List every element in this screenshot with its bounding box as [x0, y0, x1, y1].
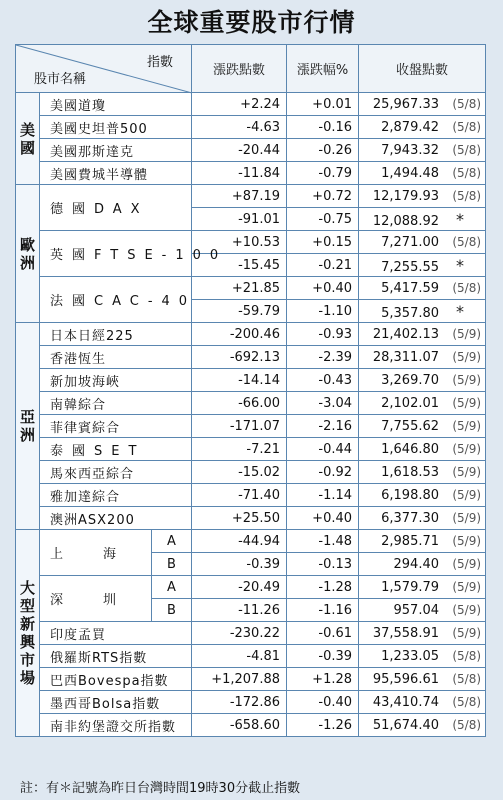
pct-value: +0.72 — [287, 185, 359, 208]
page-title: 全球重要股市行情 — [147, 8, 356, 37]
region-asia: 亞 洲 — [16, 323, 40, 530]
index-name: 美國道瓊 — [40, 93, 192, 116]
change-value: +10.53 — [192, 231, 287, 254]
share-class: A — [152, 530, 192, 553]
table-row — [16, 231, 486, 254]
close-value: 51,674.40 — [372, 717, 440, 733]
close-value: 28,311.07 — [372, 349, 440, 365]
close-cell — [359, 323, 486, 346]
region-us: 美 國 — [16, 93, 40, 185]
date-label: (5/8) — [452, 717, 482, 732]
close-value: 5,417.59 — [381, 280, 440, 296]
region-em: 大 型 新 興 市 場 — [16, 530, 40, 737]
pct-value: +0.15 — [287, 231, 359, 254]
index-name: 墨西哥Bolsa指數 — [40, 691, 192, 714]
table-row — [16, 645, 486, 668]
table-row — [16, 162, 486, 185]
date-label: (5/9) — [452, 395, 482, 410]
asterisk-mark: * — [456, 255, 465, 275]
change-value: -14.14 — [192, 369, 287, 392]
date-label: (5/9) — [452, 625, 482, 640]
table-row — [16, 346, 486, 369]
pct-value: -1.10 — [287, 300, 359, 323]
date-label: (5/8) — [452, 188, 482, 203]
table-row — [16, 93, 486, 116]
index-name: 巴西Bovespa指數 — [40, 668, 192, 691]
header-close: 收盤點數 — [359, 45, 486, 93]
pct-value: -0.13 — [287, 553, 359, 576]
close-value: 3,269.70 — [381, 372, 440, 388]
close-value: 1,233.05 — [381, 648, 440, 664]
close-value: 5,357.80 — [381, 305, 440, 321]
index-name: 南韓綜合 — [40, 392, 192, 415]
change-value: +1,207.88 — [192, 668, 287, 691]
index-name: 上海 — [40, 530, 152, 576]
change-value: +87.19 — [192, 185, 287, 208]
date-label: (5/9) — [452, 533, 482, 548]
table-row — [16, 622, 486, 645]
pct-value: +0.01 — [287, 93, 359, 116]
close-cell — [359, 645, 486, 668]
index-name: 澳洲ASX200 — [40, 507, 192, 530]
close-cell — [359, 392, 486, 415]
date-label: (5/8) — [452, 694, 482, 709]
pct-value: -0.16 — [287, 116, 359, 139]
index-name: 南非約堡證交所指數 — [40, 714, 192, 737]
close-value: 6,198.80 — [381, 487, 440, 503]
share-class: B — [152, 553, 192, 576]
asterisk-mark: * — [456, 301, 465, 321]
close-cell — [359, 346, 486, 369]
change-value: -0.39 — [192, 553, 287, 576]
close-cell — [359, 415, 486, 438]
table-row — [16, 185, 486, 208]
table-row — [16, 461, 486, 484]
index-name: 馬來西亞綜合 — [40, 461, 192, 484]
index-name: 英國FTSE-100 — [40, 231, 192, 277]
date-label: (5/8) — [452, 165, 482, 180]
table-row — [16, 576, 486, 599]
change-value: -15.02 — [192, 461, 287, 484]
close-value: 7,943.32 — [381, 142, 440, 158]
index-name: 雅加達綜合 — [40, 484, 192, 507]
date-label: (5/9) — [452, 510, 482, 525]
date-label: (5/8) — [452, 648, 482, 663]
close-cell — [359, 208, 486, 231]
close-cell — [359, 93, 486, 116]
pct-value: -0.39 — [287, 645, 359, 668]
header-name-label: 股市名稱 — [34, 72, 87, 87]
close-cell — [359, 668, 486, 691]
close-cell — [359, 277, 486, 300]
date-label: (5/8) — [452, 142, 482, 157]
date-label: (5/8) — [452, 96, 482, 111]
pct-value: -0.40 — [287, 691, 359, 714]
change-value: -692.13 — [192, 346, 287, 369]
stock-table — [15, 44, 486, 737]
table-row — [16, 530, 486, 553]
table-row — [16, 484, 486, 507]
table-row — [16, 139, 486, 162]
header-pct: 漲跌幅% — [287, 45, 359, 93]
index-name: 法國CAC-40 — [40, 277, 192, 323]
date-label: (5/9) — [452, 487, 482, 502]
table-row — [16, 668, 486, 691]
date-label: (5/9) — [452, 349, 482, 364]
index-name: 美國史坦普500 — [40, 116, 192, 139]
pct-value: -2.39 — [287, 346, 359, 369]
change-value: -20.44 — [192, 139, 287, 162]
pct-value: -0.26 — [287, 139, 359, 162]
change-value: -230.22 — [192, 622, 287, 645]
index-name: 菲律賓綜合 — [40, 415, 192, 438]
table-row — [16, 438, 486, 461]
close-cell — [359, 576, 486, 599]
asterisk-mark: * — [456, 209, 465, 229]
date-label: (5/9) — [452, 418, 482, 433]
close-value: 2,879.42 — [381, 119, 440, 135]
date-label: (5/9) — [452, 579, 482, 594]
close-cell — [359, 139, 486, 162]
change-value: -11.84 — [192, 162, 287, 185]
header-corner — [16, 45, 192, 93]
pct-value: +0.40 — [287, 507, 359, 530]
close-cell — [359, 507, 486, 530]
close-cell — [359, 553, 486, 576]
change-value: +2.24 — [192, 93, 287, 116]
change-value: -172.86 — [192, 691, 287, 714]
close-cell — [359, 461, 486, 484]
table-row — [16, 277, 486, 300]
index-name: 美國費城半導體 — [40, 162, 192, 185]
index-name: 俄羅斯RTS指數 — [40, 645, 192, 668]
close-value: 37,558.91 — [372, 625, 440, 641]
close-value: 95,596.61 — [372, 671, 440, 687]
index-name: 美國那斯達克 — [40, 139, 192, 162]
close-value: 12,088.92 — [372, 213, 440, 229]
change-value: -59.79 — [192, 300, 287, 323]
date-label: (5/9) — [452, 602, 482, 617]
close-cell — [359, 231, 486, 254]
index-name: 新加坡海峽 — [40, 369, 192, 392]
close-value: 43,410.74 — [372, 694, 440, 710]
change-value: -7.21 — [192, 438, 287, 461]
close-cell — [359, 116, 486, 139]
header-index-label: 指數 — [147, 55, 174, 70]
index-name: 德國DAX — [40, 185, 192, 231]
change-value: -66.00 — [192, 392, 287, 415]
close-value: 294.40 — [393, 556, 440, 572]
pct-value: -1.16 — [287, 599, 359, 622]
date-label: (5/8) — [452, 119, 482, 134]
pct-value: -0.79 — [287, 162, 359, 185]
table-row — [16, 415, 486, 438]
index-name: 印度孟買 — [40, 622, 192, 645]
close-value: 1,494.48 — [381, 165, 440, 181]
change-value: -91.01 — [192, 208, 287, 231]
close-value: 12,179.93 — [372, 188, 440, 204]
pct-value: -0.61 — [287, 622, 359, 645]
table-header — [16, 45, 486, 93]
pct-value: -0.92 — [287, 461, 359, 484]
close-cell — [359, 530, 486, 553]
date-label: (5/9) — [452, 464, 482, 479]
change-value: -4.63 — [192, 116, 287, 139]
share-class: A — [152, 576, 192, 599]
close-cell — [359, 714, 486, 737]
change-value: +25.50 — [192, 507, 287, 530]
table-row — [16, 116, 486, 139]
date-label: (5/9) — [452, 372, 482, 387]
close-cell — [359, 254, 486, 277]
date-label: (5/9) — [452, 441, 482, 456]
change-value: -11.26 — [192, 599, 287, 622]
region-eu: 歐 洲 — [16, 185, 40, 323]
close-cell — [359, 369, 486, 392]
table-row — [16, 323, 486, 346]
close-cell — [359, 691, 486, 714]
change-value: -71.40 — [192, 484, 287, 507]
table-row — [16, 369, 486, 392]
pct-value: -0.43 — [287, 369, 359, 392]
index-name: 香港恆生 — [40, 346, 192, 369]
change-value: -658.60 — [192, 714, 287, 737]
index-name: 日本日經225 — [40, 323, 192, 346]
pct-value: -2.16 — [287, 415, 359, 438]
change-value: -44.94 — [192, 530, 287, 553]
close-value: 7,271.00 — [381, 234, 440, 250]
pct-value: -1.14 — [287, 484, 359, 507]
index-name: 泰國SET — [40, 438, 192, 461]
date-label: (5/8) — [452, 234, 482, 249]
close-cell — [359, 599, 486, 622]
footnote: 註：有＊記號為昨日台灣時間19時30分截止指數 — [20, 781, 301, 796]
share-class: B — [152, 599, 192, 622]
date-label: (5/8) — [452, 671, 482, 686]
close-value: 6,377.30 — [381, 510, 440, 526]
close-cell — [359, 622, 486, 645]
date-label: (5/8) — [452, 280, 482, 295]
pct-value: +0.40 — [287, 277, 359, 300]
header-change: 漲跌點數 — [192, 45, 287, 93]
pct-value: -0.75 — [287, 208, 359, 231]
close-value: 21,402.13 — [372, 326, 440, 342]
close-value: 1,618.53 — [381, 464, 440, 480]
close-cell — [359, 185, 486, 208]
close-value: 1,579.79 — [381, 579, 440, 595]
pct-value: -0.21 — [287, 254, 359, 277]
table-row — [16, 691, 486, 714]
table-row — [16, 507, 486, 530]
table-row — [16, 392, 486, 415]
close-value: 7,255.55 — [381, 259, 440, 275]
close-value: 2,985.71 — [381, 533, 440, 549]
table-row — [16, 714, 486, 737]
close-value: 957.04 — [393, 602, 440, 618]
pct-value: -0.44 — [287, 438, 359, 461]
date-label: (5/9) — [452, 326, 482, 341]
close-value: 2,102.01 — [381, 395, 440, 411]
pct-value: -3.04 — [287, 392, 359, 415]
date-label: (5/9) — [452, 556, 482, 571]
change-value: +21.85 — [192, 277, 287, 300]
close-value: 25,967.33 — [372, 96, 440, 112]
close-cell — [359, 300, 486, 323]
change-value: -4.81 — [192, 645, 287, 668]
change-value: -20.49 — [192, 576, 287, 599]
close-value: 7,755.62 — [381, 418, 440, 434]
change-value: -171.07 — [192, 415, 287, 438]
pct-value: -1.28 — [287, 576, 359, 599]
close-cell — [359, 162, 486, 185]
index-name: 深圳 — [40, 576, 152, 622]
pct-value: -1.26 — [287, 714, 359, 737]
close-cell — [359, 484, 486, 507]
pct-value: -0.93 — [287, 323, 359, 346]
change-value: -200.46 — [192, 323, 287, 346]
pct-value: +1.28 — [287, 668, 359, 691]
change-value: -15.45 — [192, 254, 287, 277]
close-cell — [359, 438, 486, 461]
pct-value: -1.48 — [287, 530, 359, 553]
close-value: 1,646.80 — [381, 441, 440, 457]
